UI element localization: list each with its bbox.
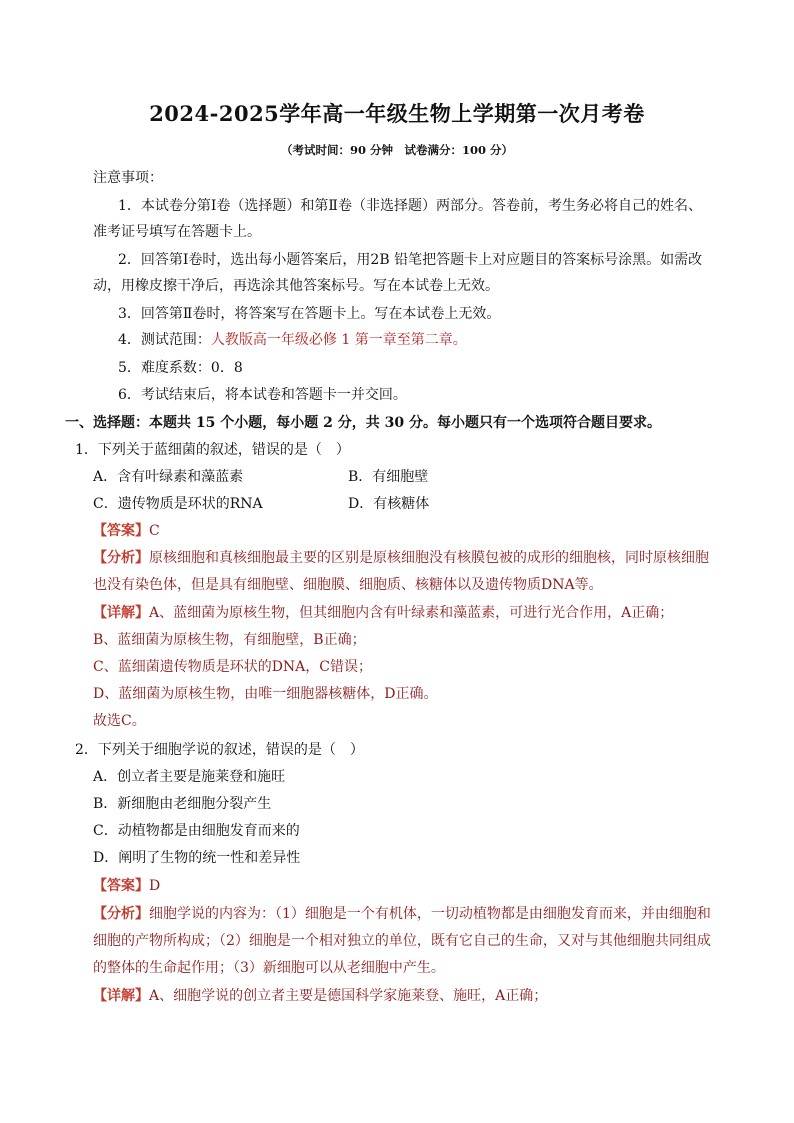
q1-stem: 1．下列关于蓝细菌的叙述，错误的是（ ） [75,442,350,458]
q2-analysis-cont-1: 细胞的产物所构成；（2）细胞是一个相对独立的单位，既有它自己的生命，又对与其他细胞共同组成 [93,933,711,949]
q1-option-b: B．有细胞壁 [348,469,429,485]
answer-tag: 【答案】 [93,878,149,894]
analysis-text: 原核细胞和真核细胞最主要的区别是原核细胞没有核膜包被的成形的细胞核，同时原核细胞 [149,550,709,566]
q2-analysis-cont-2: 的整体的生命起作用；（3）新细胞可以从老细胞中产生。 [93,960,445,976]
q1-analysis [93,548,709,568]
page-title: 2024-2025学年高一年级生物上学期第一次月考卷 [149,101,645,126]
answer-value: D [149,878,161,894]
note-item-1: 1．本试卷分第Ⅰ卷（选择题）和第Ⅱ卷（非选择题）两部分。答卷前，考生务必将自己的姓名、 [118,198,702,214]
q1-detail [93,603,673,623]
q2-option-c: C．动植物都是由细胞发育而来的 [93,823,300,839]
note-item-4-prefix: 4．测试范围： [118,332,211,348]
section-heading: 一、选择题：本题共 15 个小题，每小题 2 分，共 30 分。每小题只有一个选项符合题目要求。 [65,415,661,431]
note-item-2: 2．回答第Ⅰ卷时，选出每小题答案后，用2B 铅笔把答题卡上对应题目的答案标号涂黑。如需改 [118,252,703,268]
q2-analysis [93,904,711,924]
note-item-6: 6．考试结束后，将本试卷和答题卡一并交回。 [118,387,407,403]
note-item-3: 3．回答第Ⅱ卷时，将答案写在答题卡上。写在本试卷上无效。 [118,306,501,322]
exam-info: （考试时间：90 分钟 试卷满分：100 分） [280,143,513,157]
notes-heading: 注意事项： [93,170,163,186]
q1-option-a: A．含有叶绿素和藻蓝素 [93,469,244,485]
q2-detail [93,986,547,1006]
test-scope: 人教版高一年级必修 1 第一章至第二章。 [210,332,467,348]
q1-detail-c: C、蓝细菌遗传物质是环状的DNA，C错误； [93,659,373,675]
q1-analysis-cont: 也没有染色体，但是具有细胞壁、细胞膜、细胞质、核糖体以及遗传物质DNA等。 [93,577,603,593]
analysis-text: 细胞学说的内容为：（1）细胞是一个有机体，一切动植物都是由细胞发育而来，并由细胞和 [149,906,711,922]
q2-option-b: B．新细胞由老细胞分裂产生 [93,796,272,812]
q1-detail-d: D、蓝细菌为原核生物，由唯一细胞器核糖体，D正确。 [93,686,438,702]
q1-option-d: D．有核糖体 [348,496,430,512]
answer-tag: 【答案】 [93,523,149,539]
detail-text: A、细胞学说的创立者主要是德国科学家施莱登、施旺，A正确； [149,988,548,1004]
detail-tag: 【详解】 [93,988,149,1004]
q2-stem: 2．下列关于细胞学说的叙述，错误的是（ ） [75,742,364,758]
q2-option-a: A．创立者主要是施莱登和施旺 [93,769,286,785]
q1-answer [93,521,160,541]
note-item-4 [118,330,467,350]
q1-conclusion: 故选C。 [93,713,146,729]
note-item-2-cont: 动，用橡皮擦干净后，再选涂其他答案标号。写在本试卷上无效。 [93,278,499,294]
answer-value: C [149,523,160,539]
q2-answer [93,876,160,896]
q1-option-c: C．遗传物质是环状的RNA [93,496,263,512]
analysis-tag: 【分析】 [93,906,149,922]
note-item-5: 5．难度系数：0．8 [118,360,243,376]
detail-tag: 【详解】 [93,605,149,621]
q1-detail-b: B、蓝细菌为原核生物，有细胞壁，B正确； [93,632,366,648]
analysis-tag: 【分析】 [93,550,149,566]
detail-text: A、蓝细菌为原核生物，但其细胞内含有叶绿素和藻蓝素，可进行光合作用，A正确； [149,605,674,621]
q2-option-d: D．阐明了生物的统一性和差异性 [93,850,301,866]
note-item-1-cont: 准考证号填写在答题卡上。 [93,224,261,240]
